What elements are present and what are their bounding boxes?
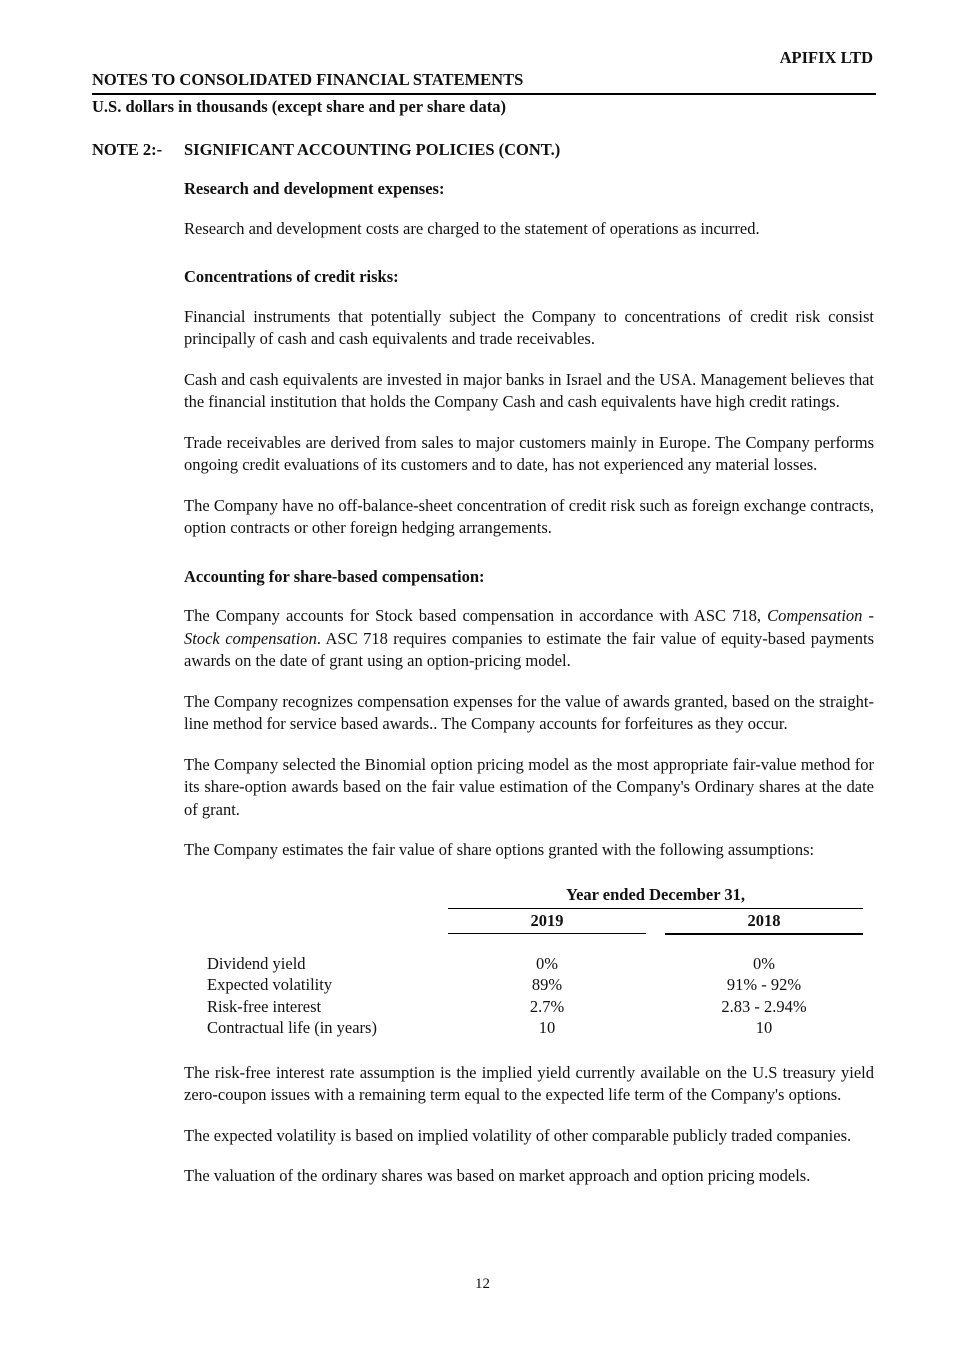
valuation-paragraph: The valuation of the ordinary shares was based on market approach and option pricing models. bbox=[184, 1166, 811, 1185]
table-period-rule bbox=[448, 908, 863, 909]
row-label: Dividend yield bbox=[207, 953, 306, 973]
sbc-p1-italic: Compensation - Stock compensation bbox=[184, 606, 874, 648]
sbc-p1-text-b: . ASC 718 requires companies to estimate the fair value of equity-based payments awards on the date of grant using an option-pricing model. bbox=[184, 628, 874, 670]
table-rows bbox=[207, 953, 863, 1039]
row-value-2018: 2.83 - 2.94% bbox=[721, 996, 807, 1016]
column-rule-2019 bbox=[448, 933, 646, 934]
rd-heading: Research and development expenses: bbox=[184, 179, 445, 198]
credit-risk-heading: Concentrations of credit risks: bbox=[184, 267, 399, 286]
sbc-paragraph-2: The Company recognizes compensation expenses for the value of awards granted, based on the straight-line method for service based awards.. The Company accounts for forfeitures as they occur. bbox=[184, 691, 874, 733]
sbc-paragraph-1 bbox=[184, 605, 874, 673]
rd-paragraph: Research and development costs are charged to the statement of operations as incurred. bbox=[184, 218, 760, 238]
page-number: 12 bbox=[475, 1276, 490, 1292]
row-value-2018: 10 bbox=[755, 1018, 773, 1037]
credit-risk-paragraph-1: Financial instruments that potentially subject the Company to concentrations of credit risk consist principally of cash and cash equivalents and trade receivables. bbox=[184, 306, 874, 348]
sbc-heading: Accounting for share-based compensation: bbox=[184, 566, 485, 586]
assumptions-table bbox=[184, 880, 874, 1050]
note-number: NOTE 2:- bbox=[92, 140, 163, 159]
sbc-paragraph-3: The Company selected the Binomial option pricing model as the most appropriate fair-value method for its share-option awards based on the fair value estimation of the Company's Ordinary shares at the date of grant. bbox=[184, 754, 874, 819]
credit-risk-paragraph-4: The Company have no off-balance-sheet concentration of credit risk such as foreign exchange contracts, option contracts or other foreign hedging arrangements. bbox=[184, 495, 874, 537]
table-row bbox=[207, 1017, 863, 1039]
credit-risk-paragraph-3: Trade receivables are derived from sales to major customers mainly in Europe. The Company performs ongoing credit evaluations of its customers and to date, has not experienced any material losses. bbox=[184, 432, 874, 474]
row-value-2019: 10 bbox=[538, 1018, 556, 1037]
risk-free-paragraph: The risk-free interest rate assumption is the implied yield currently available on the U.S treasury yield zero-coupon issues with a remaining term equal to the expected life term of the Company's options. bbox=[184, 1062, 874, 1104]
sbc-paragraph-4: The Company estimates the fair value of share options granted with the following assumptions: bbox=[184, 840, 815, 859]
row-value-2019: 89% bbox=[531, 975, 563, 994]
credit-risk-paragraph-2: Cash and cash equivalents are invested in major banks in Israel and the USA. Management believes that the financial institution that holds the Company Cash and cash equivalents have high credit ratings. bbox=[184, 369, 874, 411]
row-value-2019: 0% bbox=[536, 953, 558, 973]
header-rule bbox=[92, 93, 876, 95]
row-value-2018: 0% bbox=[753, 953, 775, 973]
column-header-2018: 2018 bbox=[747, 910, 781, 930]
row-value-2019: 2.7% bbox=[529, 996, 565, 1016]
statement-title: NOTES TO CONSOLIDATED FINANCIAL STATEMENTS bbox=[92, 70, 524, 89]
note-heading bbox=[92, 140, 560, 160]
note-title: SIGNIFICANT ACCOUNTING POLICIES (CONT.) bbox=[184, 140, 561, 159]
column-rule-2018 bbox=[665, 933, 863, 935]
table-row bbox=[207, 953, 863, 975]
row-label: Contractual life (in years) bbox=[207, 1018, 377, 1037]
company-name: APIFIX LTD bbox=[779, 48, 873, 67]
table-period-header: Year ended December 31, bbox=[565, 884, 746, 904]
row-value-2018: 91% - 92% bbox=[726, 975, 802, 994]
table-row bbox=[207, 996, 863, 1018]
row-label: Expected volatility bbox=[207, 975, 333, 994]
table-row bbox=[207, 974, 863, 996]
sbc-p1-text-a: The Company accounts for Stock based compensation in accordance with ASC 718, bbox=[184, 606, 768, 625]
column-header-2019: 2019 bbox=[530, 910, 564, 930]
units-subtitle: U.S. dollars in thousands (except share and per share data) bbox=[92, 97, 506, 116]
note-body bbox=[184, 178, 874, 1206]
row-label: Risk-free interest bbox=[207, 996, 322, 1016]
volatility-paragraph: The expected volatility is based on implied volatility of other comparable publicly traded companies. bbox=[184, 1125, 852, 1145]
